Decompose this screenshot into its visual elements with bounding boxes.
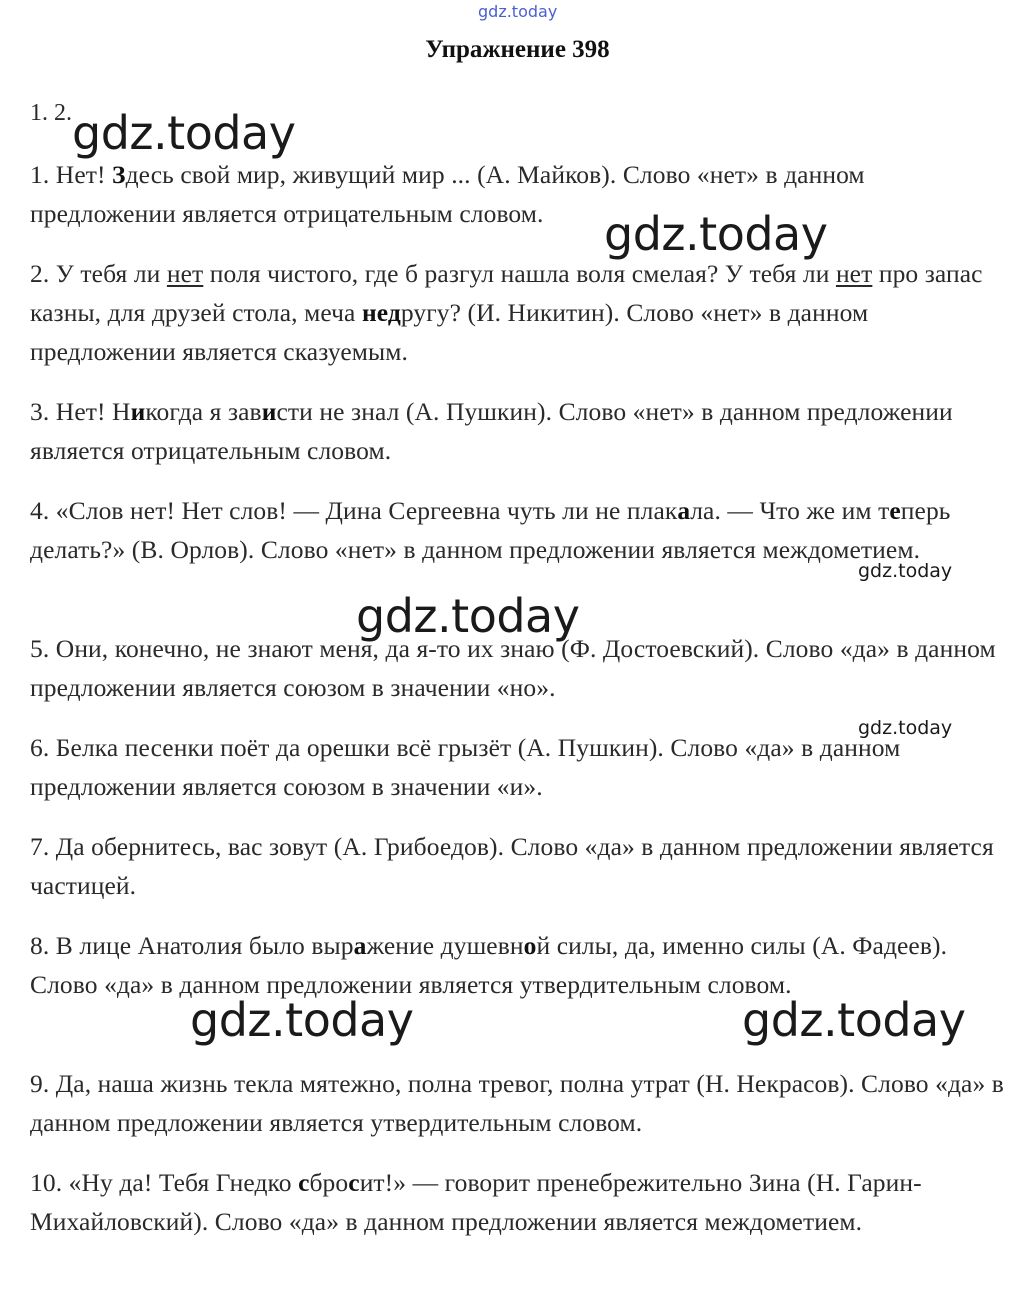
paragraph-2: 2. У тебя ли нет поля чистого, где б разгул нашла воля смелая? У тебя ли нет про запас казны, для друзей стола, меча недругу? (И. Никитин). Слово «нет» в данном предложении является сказуемым. bbox=[30, 259, 983, 366]
watermark: gdz.today bbox=[72, 106, 296, 160]
page-title: Упражнение 398 bbox=[425, 36, 610, 63]
paragraph-8: 8. В лице Анатолия было выражение душевной силы, да, именно силы (А. Фадеев). Слово «да» в данном предложении является утвердительным словом. bbox=[30, 931, 948, 999]
watermark: gdz.today bbox=[858, 717, 953, 739]
header-watermark: gdz.today bbox=[478, 2, 558, 21]
paragraph-4: 4. «Слов нет! Нет слов! — Дина Сергеевна чуть ли не плакала. — Что же им теперь делать?» (В. Орлов). Слово «нет» в данном предложении является междометием. bbox=[30, 496, 951, 564]
paragraph-9: 9. Да, наша жизнь текла мятежно, полна тревог, полна утрат (Н. Некрасов). Слово «да» в данном предложении является утвердительным словом. bbox=[30, 1069, 1004, 1137]
paragraph-10: 10. «Ну да! Тебя Гнедко сбросит!» — говорит пренебрежительно Зина (Н. Гарин-Михайловский). Слово «да» в данном предложении является междометием. bbox=[30, 1168, 922, 1236]
paragraph-7: 7. Да обернитесь, вас зовут (А. Грибоедов). Слово «да» в данном предложении является частицей. bbox=[30, 832, 994, 900]
watermark: gdz.today bbox=[742, 993, 966, 1047]
watermark: gdz.today bbox=[190, 993, 414, 1047]
watermark: gdz.today bbox=[858, 560, 953, 582]
paragraph-5: 5. Они, конечно, не знают меня, да я-то их знаю (Ф. Достоевский). Слово «да» в данном предложении является союзом в значении «но». bbox=[30, 634, 996, 702]
paragraph-6: 6. Белка песенки поёт да орешки всё грызёт (А. Пушкин). Слово «да» в данном предложении является союзом в значении «и». bbox=[30, 733, 901, 801]
watermark: gdz.today bbox=[604, 207, 828, 261]
watermark: gdz.today bbox=[356, 589, 580, 643]
paragraph-1: 1. Нет! Здесь свой мир, живущий мир ... (А. Майков). Слово «нет» в данном предложении является отрицательным словом. bbox=[30, 160, 865, 228]
paragraph-3: 3. Нет! Никогда я зависти не знал (А. Пушкин). Слово «нет» в данном предложении является отрицательным словом. bbox=[30, 397, 953, 465]
intro-numbers: 1. 2. bbox=[30, 100, 72, 126]
